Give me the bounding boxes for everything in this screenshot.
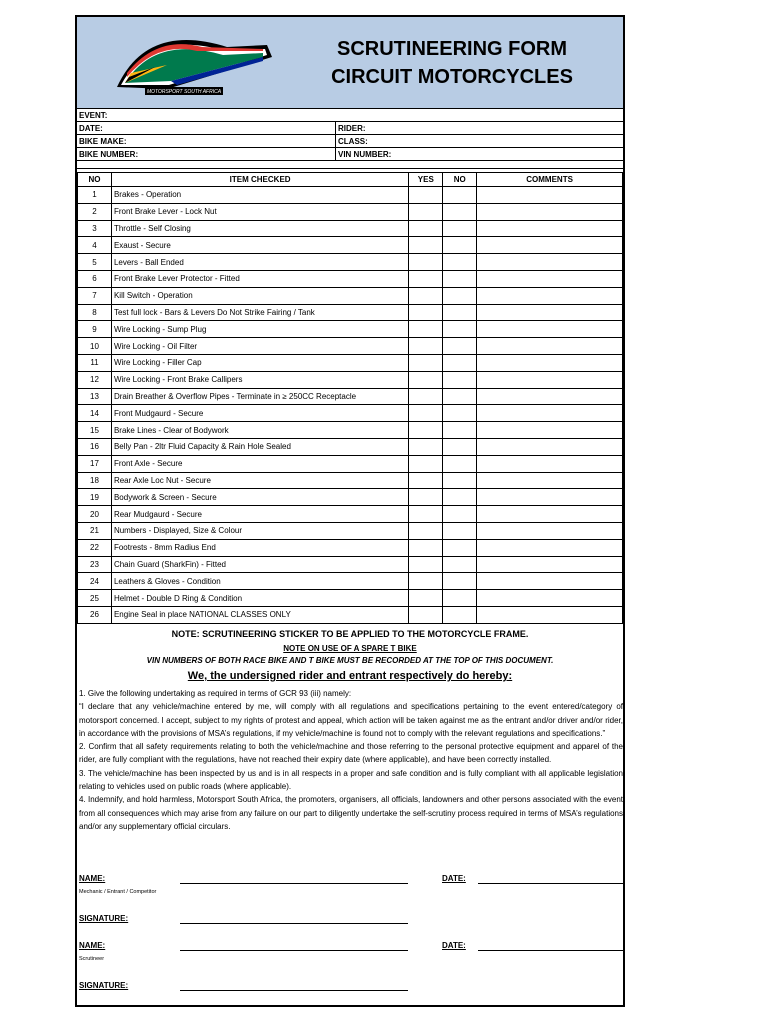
row-item: Test full lock - Bars & Levers Do Not Strike Fairing / Tank xyxy=(111,304,408,321)
date-line-scrutineer[interactable] xyxy=(478,950,623,951)
no-checkbox-cell[interactable] xyxy=(443,455,477,472)
no-checkbox-cell[interactable] xyxy=(443,270,477,287)
table-row xyxy=(78,489,623,506)
no-checkbox-cell[interactable] xyxy=(443,472,477,489)
yes-checkbox-cell[interactable] xyxy=(409,270,443,287)
msa-logo xyxy=(107,27,287,102)
yes-checkbox-cell[interactable] xyxy=(409,338,443,355)
comments-cell[interactable] xyxy=(477,338,623,355)
header-no-col: NO xyxy=(443,173,477,187)
comments-cell[interactable] xyxy=(477,539,623,556)
comments-cell[interactable] xyxy=(477,472,623,489)
row-number: 4 xyxy=(78,237,112,254)
row-item: Rear Mudgaurd - Secure xyxy=(111,506,408,523)
signature-label-scrutineer: SIGNATURE: xyxy=(79,981,129,990)
page-title xyxy=(277,35,627,91)
table-row xyxy=(78,455,623,472)
no-checkbox-cell[interactable] xyxy=(443,354,477,371)
row-item: Wire Locking - Front Brake Callipers xyxy=(111,371,408,388)
row-item: Front Axle - Secure xyxy=(111,455,408,472)
row-number: 16 xyxy=(78,438,112,455)
row-number: 22 xyxy=(78,539,112,556)
table-row xyxy=(78,237,623,254)
table-row xyxy=(78,590,623,607)
comments-cell[interactable] xyxy=(477,354,623,371)
row-number: 21 xyxy=(78,522,112,539)
table-row xyxy=(78,287,623,304)
no-checkbox-cell[interactable] xyxy=(443,539,477,556)
declaration-para-quote: “I declare that any vehicle/machine entered by me, will comply with all regulations and specifications pertaining to the event entered/category of motorsport concerned. I accept, subject to my rights of protest and appeal, which action will be taken against me as the entrant and/or driver and/or rider, in accordance with the provisions of MSA’s regulations, if my vehicle/machine is found not to comply with the relevant regulations and specifications.” xyxy=(79,702,623,738)
yes-checkbox-cell[interactable] xyxy=(409,506,443,523)
row-number: 3 xyxy=(78,220,112,237)
row-item: Levers - Ball Ended xyxy=(111,254,408,271)
row-number: 24 xyxy=(78,573,112,590)
yes-checkbox-cell[interactable] xyxy=(409,220,443,237)
yes-checkbox-cell[interactable] xyxy=(409,254,443,271)
table-row xyxy=(78,304,623,321)
table-row xyxy=(78,522,623,539)
event-label: EVENT: xyxy=(79,111,108,120)
comments-cell[interactable] xyxy=(477,371,623,388)
comments-cell[interactable] xyxy=(477,489,623,506)
row-item: Brake Lines - Clear of Bodywork xyxy=(111,422,408,439)
yes-checkbox-cell[interactable] xyxy=(409,304,443,321)
no-checkbox-cell[interactable] xyxy=(443,371,477,388)
declaration-para-2: 2. Confirm that all safety requirements relating to both the vehicle/machine and those referring to the personal protective equipment and apparel of the rider, are fully compliant with the regulations, have not reached their expiry date (where applicable), and have been correctly installed. xyxy=(79,742,623,765)
row-item: Belly Pan - 2ltr Fluid Capacity & Rain Hole Sealed xyxy=(111,438,408,455)
signature-line-scrutineer[interactable] xyxy=(180,990,408,991)
row-item: Numbers - Displayed, Size & Colour xyxy=(111,522,408,539)
row-number: 20 xyxy=(78,506,112,523)
row-number: 14 xyxy=(78,405,112,422)
yes-checkbox-cell[interactable] xyxy=(409,539,443,556)
declaration-para-4: 4. Indemnify, and hold harmless, Motorsport South Africa, the promoters, organisers, all officials, landowners and other persons associated with the event from all consequences which may arise from any failure on our part to diligently undertake the self-scrutiny process required in terms of MSA’s regulations and/or any supplementary official circulars. xyxy=(79,795,623,831)
comments-cell[interactable] xyxy=(477,220,623,237)
comments-cell[interactable] xyxy=(477,573,623,590)
name-line-competitor[interactable] xyxy=(180,883,408,884)
row-number: 25 xyxy=(78,590,112,607)
no-checkbox-cell[interactable] xyxy=(443,405,477,422)
date-label-scrutineer: DATE: xyxy=(442,941,466,950)
comments-cell[interactable] xyxy=(477,606,623,623)
row-number: 10 xyxy=(78,338,112,355)
row-item: Leathers & Gloves - Condition xyxy=(111,573,408,590)
header-item: ITEM CHECKED xyxy=(111,173,408,187)
comments-cell[interactable] xyxy=(477,438,623,455)
date-label: DATE: xyxy=(79,124,103,133)
table-row xyxy=(78,472,623,489)
table-row xyxy=(78,254,623,271)
no-checkbox-cell[interactable] xyxy=(443,506,477,523)
table-row xyxy=(78,321,623,338)
yes-checkbox-cell[interactable] xyxy=(409,321,443,338)
row-item: Chain Guard (SharkFin) - Fitted xyxy=(111,556,408,573)
class-label: CLASS: xyxy=(335,135,368,148)
comments-cell[interactable] xyxy=(477,590,623,607)
no-checkbox-cell[interactable] xyxy=(443,556,477,573)
no-checkbox-cell[interactable] xyxy=(443,388,477,405)
row-number: 1 xyxy=(78,187,112,204)
table-row xyxy=(78,573,623,590)
sticker-note: NOTE: SCRUTINEERING STICKER TO BE APPLIED TO THE MOTORCYCLE FRAME. xyxy=(171,629,529,639)
row-number: 19 xyxy=(78,489,112,506)
no-checkbox-cell[interactable] xyxy=(443,237,477,254)
comments-cell[interactable] xyxy=(477,287,623,304)
table-row xyxy=(78,220,623,237)
no-checkbox-cell[interactable] xyxy=(443,338,477,355)
row-item: Front Brake Lever - Lock Nut xyxy=(111,203,408,220)
table-row xyxy=(78,506,623,523)
logo-text: MOTORSPORT SOUTH AFRICA xyxy=(146,89,222,95)
row-item: Engine Seal in place NATIONAL CLASSES ONLY xyxy=(111,606,408,623)
table-row xyxy=(78,371,623,388)
form-header xyxy=(77,17,623,109)
table-row xyxy=(78,354,623,371)
table-row xyxy=(78,388,623,405)
yes-checkbox-cell[interactable] xyxy=(409,522,443,539)
bike-number-vin-row[interactable] xyxy=(77,148,623,161)
yes-checkbox-cell[interactable] xyxy=(409,606,443,623)
comments-cell[interactable] xyxy=(477,422,623,439)
yes-checkbox-cell[interactable] xyxy=(409,489,443,506)
yes-checkbox-cell[interactable] xyxy=(409,472,443,489)
spare-bike-note: NOTE ON USE OF A SPARE T BIKE xyxy=(283,644,417,653)
table-row xyxy=(78,338,623,355)
row-number: 11 xyxy=(78,354,112,371)
row-item: Throttle - Self Closing xyxy=(111,220,408,237)
signature-line-competitor[interactable] xyxy=(180,923,408,924)
comments-cell[interactable] xyxy=(477,506,623,523)
name-line-scrutineer[interactable] xyxy=(180,950,408,951)
event-row[interactable] xyxy=(77,109,623,122)
checklist-table xyxy=(77,172,623,624)
bike-make-label: BIKE MAKE: xyxy=(79,137,127,146)
no-checkbox-cell[interactable] xyxy=(443,522,477,539)
yes-checkbox-cell[interactable] xyxy=(409,354,443,371)
comments-cell[interactable] xyxy=(477,304,623,321)
row-item: Wire Locking - Oil Filter xyxy=(111,338,408,355)
comments-cell[interactable] xyxy=(477,203,623,220)
row-number: 18 xyxy=(78,472,112,489)
declaration-text xyxy=(79,687,623,833)
row-number: 7 xyxy=(78,287,112,304)
signature-label-competitor: SIGNATURE: xyxy=(79,914,129,923)
name-label-scrutineer: NAME: xyxy=(79,941,106,950)
table-row xyxy=(78,438,623,455)
no-checkbox-cell[interactable] xyxy=(443,606,477,623)
name-label-competitor: NAME: xyxy=(79,874,106,883)
no-checkbox-cell[interactable] xyxy=(443,304,477,321)
yes-checkbox-cell[interactable] xyxy=(409,371,443,388)
row-item: Brakes - Operation xyxy=(111,187,408,204)
vin-note: VIN NUMBERS OF BOTH RACE BIKE AND T BIKE MUST BE RECORDED AT THE TOP OF THIS DOCUMENT. xyxy=(146,656,554,665)
row-number: 5 xyxy=(78,254,112,271)
table-row xyxy=(78,606,623,623)
declaration-para-1: 1. Give the following undertaking as required in terms of GCR 93 (iii) namely: xyxy=(79,689,352,698)
competitor-sublabel: Mechanic / Entrant / Competitor xyxy=(79,889,157,895)
row-number: 2 xyxy=(78,203,112,220)
table-row xyxy=(78,270,623,287)
row-item: Wire Locking - Filler Cap xyxy=(111,354,408,371)
header-comments: COMMENTS xyxy=(477,173,623,187)
comments-cell[interactable] xyxy=(477,270,623,287)
table-row xyxy=(78,556,623,573)
row-number: 17 xyxy=(78,455,112,472)
row-item: Helmet - Double D Ring & Condition xyxy=(111,590,408,607)
row-item: Exaust - Secure xyxy=(111,237,408,254)
bike-number-label: BIKE NUMBER: xyxy=(79,150,139,159)
row-number: 6 xyxy=(78,270,112,287)
declaration-heading: We, the undersigned rider and entrant respectively do hereby: xyxy=(187,670,513,682)
table-row xyxy=(78,539,623,556)
comments-cell[interactable] xyxy=(477,254,623,271)
table-row xyxy=(78,187,623,204)
yes-checkbox-cell[interactable] xyxy=(409,573,443,590)
no-checkbox-cell[interactable] xyxy=(443,220,477,237)
date-line-competitor[interactable] xyxy=(478,883,623,884)
yes-checkbox-cell[interactable] xyxy=(409,388,443,405)
row-item: Drain Breather & Overflow Pipes - Terminate in ≥ 250CC Receptacle xyxy=(111,388,408,405)
comments-cell[interactable] xyxy=(477,388,623,405)
row-item: Wire Locking - Sump Plug xyxy=(111,321,408,338)
header-yes: YES xyxy=(409,173,443,187)
scrutineer-sublabel: Scrutineer xyxy=(79,956,105,962)
comments-cell[interactable] xyxy=(477,405,623,422)
no-checkbox-cell[interactable] xyxy=(443,573,477,590)
yes-checkbox-cell[interactable] xyxy=(409,438,443,455)
comments-cell[interactable] xyxy=(477,321,623,338)
title-line-1: SCRUTINEERING FORM xyxy=(337,38,567,60)
event-info xyxy=(77,109,623,169)
date-rider-row[interactable] xyxy=(77,122,623,135)
row-item: Rear Axle Loc Nut - Secure xyxy=(111,472,408,489)
bike-make-class-row[interactable] xyxy=(77,135,623,148)
row-number: 23 xyxy=(78,556,112,573)
row-item: Bodywork & Screen - Secure xyxy=(111,489,408,506)
spacer xyxy=(77,161,623,169)
no-checkbox-cell[interactable] xyxy=(443,287,477,304)
yes-checkbox-cell[interactable] xyxy=(409,405,443,422)
table-row xyxy=(78,203,623,220)
vin-number-label: VIN NUMBER: xyxy=(335,148,391,161)
yes-checkbox-cell[interactable] xyxy=(409,455,443,472)
declaration-para-3: 3. The vehicle/machine has been inspected by us and is in all respects in a proper and safe condition and is fully compliant with all applicable legislation relating to vehicles used on public roads (where applicable). xyxy=(79,768,623,792)
rider-label: RIDER: xyxy=(335,122,366,135)
row-number: 15 xyxy=(78,422,112,439)
yes-checkbox-cell[interactable] xyxy=(409,237,443,254)
yes-checkbox-cell[interactable] xyxy=(409,203,443,220)
title-line-2: CIRCUIT MOTORCYCLES xyxy=(331,66,573,88)
no-checkbox-cell[interactable] xyxy=(443,321,477,338)
row-item: Front Mudgaurd - Secure xyxy=(111,405,408,422)
no-checkbox-cell[interactable] xyxy=(443,203,477,220)
row-number: 12 xyxy=(78,371,112,388)
comments-cell[interactable] xyxy=(477,187,623,204)
notes-section xyxy=(77,628,623,683)
row-number: 13 xyxy=(78,388,112,405)
no-checkbox-cell[interactable] xyxy=(443,438,477,455)
table-header-row xyxy=(78,173,623,187)
table-row xyxy=(78,422,623,439)
no-checkbox-cell[interactable] xyxy=(443,590,477,607)
comments-cell[interactable] xyxy=(477,556,623,573)
comments-cell[interactable] xyxy=(477,237,623,254)
row-item: Footrests - 8mm Radius End xyxy=(111,539,408,556)
no-checkbox-cell[interactable] xyxy=(443,187,477,204)
row-item: Front Brake Lever Protector - Fitted xyxy=(111,270,408,287)
yes-checkbox-cell[interactable] xyxy=(409,556,443,573)
no-checkbox-cell[interactable] xyxy=(443,489,477,506)
date-label-competitor: DATE: xyxy=(442,874,466,883)
scrutineering-form xyxy=(75,15,625,1007)
row-number: 8 xyxy=(78,304,112,321)
header-no: NO xyxy=(78,173,112,187)
comments-cell[interactable] xyxy=(477,522,623,539)
table-row xyxy=(78,405,623,422)
no-checkbox-cell[interactable] xyxy=(443,422,477,439)
yes-checkbox-cell[interactable] xyxy=(409,287,443,304)
no-checkbox-cell[interactable] xyxy=(443,254,477,271)
row-number: 26 xyxy=(78,606,112,623)
yes-checkbox-cell[interactable] xyxy=(409,187,443,204)
row-item: Kill Switch - Operation xyxy=(111,287,408,304)
yes-checkbox-cell[interactable] xyxy=(409,422,443,439)
yes-checkbox-cell[interactable] xyxy=(409,590,443,607)
comments-cell[interactable] xyxy=(477,455,623,472)
row-number: 9 xyxy=(78,321,112,338)
